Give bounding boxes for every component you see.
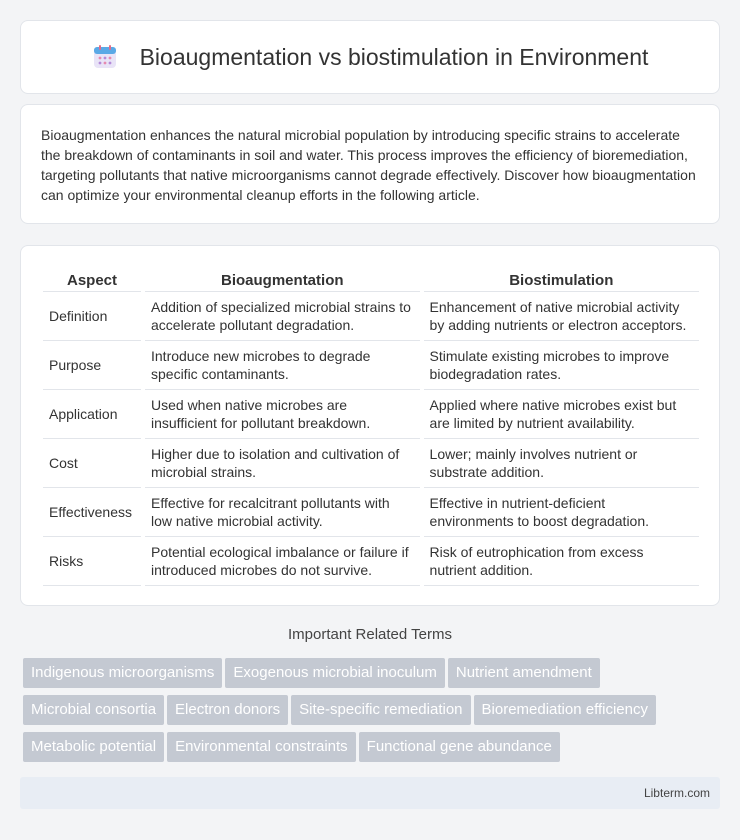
related-term-tag[interactable]: Metabolic potential xyxy=(23,732,164,762)
related-term-tag[interactable]: Bioremediation efficiency xyxy=(474,695,656,725)
row-aspect: Definition xyxy=(43,292,141,341)
related-term-tag[interactable]: Microbial consortia xyxy=(23,695,164,725)
row-bioaugmentation: Used when native microbes are insufficient for pollutant breakdown. xyxy=(145,390,420,439)
row-aspect: Cost xyxy=(43,439,141,488)
row-biostimulation: Applied where native microbes exist but are limited by nutrient availability. xyxy=(424,390,699,439)
related-term-tag[interactable]: Indigenous microorganisms xyxy=(23,658,222,688)
related-terms-title: Important Related Terms xyxy=(288,626,452,643)
comparison-table xyxy=(43,266,699,586)
header-bioaugmentation: Bioaugmentation xyxy=(145,266,420,292)
related-term-tag[interactable]: Electron donors xyxy=(167,695,288,725)
row-aspect: Effectiveness xyxy=(43,488,141,537)
related-term-tag[interactable]: Site-specific remediation xyxy=(291,695,470,725)
page-title: Bioaugmentation vs biostimulation in Environment xyxy=(139,43,649,70)
related-term-tag[interactable]: Exogenous microbial inoculum xyxy=(225,658,444,688)
related-term-tag[interactable]: Environmental constraints xyxy=(167,732,356,762)
table-row xyxy=(43,488,699,537)
footer xyxy=(20,777,720,809)
row-bioaugmentation: Introduce new microbes to degrade specific contaminants. xyxy=(145,341,420,390)
related-terms-list xyxy=(23,658,723,769)
table-row xyxy=(43,537,699,586)
page-header xyxy=(20,20,720,94)
intro-card xyxy=(20,104,720,224)
table-row xyxy=(43,292,699,341)
row-biostimulation: Effective in nutrient-deficient environments to boost degradation. xyxy=(424,488,699,537)
table-header-row xyxy=(43,266,699,292)
row-biostimulation: Enhancement of native microbial activity by adding nutrients or electron acceptors. xyxy=(424,292,699,341)
row-bioaugmentation: Effective for recalcitrant pollutants with low native microbial activity. xyxy=(145,488,420,537)
footer-link[interactable]: Libterm.com xyxy=(643,786,710,800)
row-bioaugmentation: Higher due to isolation and cultivation of microbial strains. xyxy=(145,439,420,488)
intro-text: Bioaugmentation enhances the natural microbial population by introducing specific strains to accelerate the breakdown of contaminants in soil and water. This process improves the efficiency of bioremediation, targeting pollutants that native microorganisms cannot degrade effectively. Discover how bioaugmentation can optimize your environmental cleanup efforts in the following article. xyxy=(41,127,696,203)
row-biostimulation: Risk of eutrophication from excess nutrient addition. xyxy=(424,537,699,586)
row-bioaugmentation: Addition of specialized microbial strains to accelerate pollutant degradation. xyxy=(145,292,420,341)
table-row xyxy=(43,390,699,439)
row-biostimulation: Lower; mainly involves nutrient or substrate addition. xyxy=(424,439,699,488)
comparison-card xyxy=(20,245,720,606)
row-aspect: Application xyxy=(43,390,141,439)
header-aspect: Aspect xyxy=(43,266,141,292)
row-biostimulation: Stimulate existing microbes to improve biodegradation rates. xyxy=(424,341,699,390)
related-term-tag[interactable]: Nutrient amendment xyxy=(448,658,600,688)
table-row xyxy=(43,439,699,488)
related-term-tag[interactable]: Functional gene abundance xyxy=(359,732,560,762)
table-row xyxy=(43,341,699,390)
row-bioaugmentation: Potential ecological imbalance or failure if introduced microbes do not survive. xyxy=(145,537,420,586)
calendar-icon xyxy=(92,44,118,70)
row-aspect: Purpose xyxy=(43,341,141,390)
row-aspect: Risks xyxy=(43,537,141,586)
header-biostimulation: Biostimulation xyxy=(424,266,699,292)
